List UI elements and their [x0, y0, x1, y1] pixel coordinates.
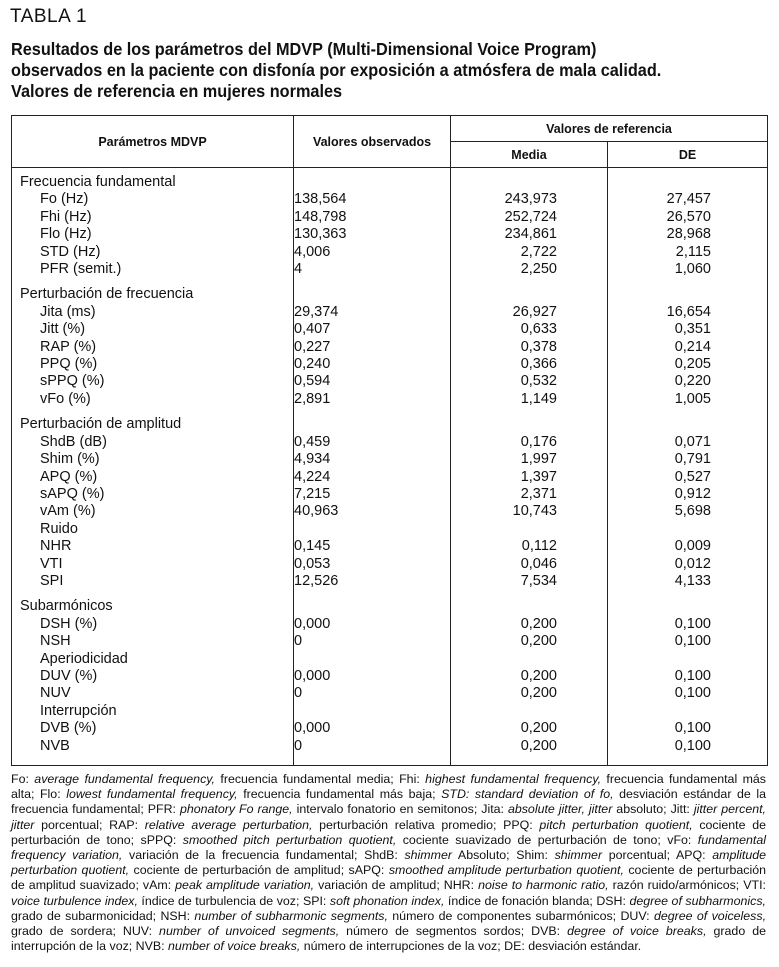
- param-name: PPQ (%): [12, 356, 294, 373]
- group-name: Perturbación de amplitud: [12, 416, 294, 433]
- footnote-term: number of unvoiced segments,: [159, 924, 340, 939]
- mean-value: 234,861: [451, 226, 608, 243]
- spacer-cell: [608, 755, 768, 766]
- footnote-text: Fo:: [11, 772, 35, 786]
- param-name: PFR (semit.): [12, 261, 294, 278]
- param-name: NSH: [12, 633, 294, 650]
- table-body: [12, 168, 768, 766]
- observed-value: 0,407: [294, 321, 451, 338]
- sd-value: 0,071: [608, 434, 768, 451]
- group-row: [12, 416, 768, 433]
- param-name: SPI: [12, 573, 294, 590]
- sd-value: 0,214: [608, 339, 768, 356]
- table-row: [12, 244, 768, 261]
- param-name: Jita (ms): [12, 304, 294, 321]
- mean-value: 0,200: [451, 720, 608, 737]
- param-name: Ruido: [12, 521, 294, 538]
- param-name: DSH (%): [12, 616, 294, 633]
- observed-value: 148,798: [294, 209, 451, 226]
- footnote-term: phonatory Fo range,: [179, 802, 293, 817]
- group-row: [12, 168, 768, 192]
- sd-value: 0,912: [608, 486, 768, 503]
- table-row: [12, 521, 768, 538]
- table-row: [12, 373, 768, 390]
- observed-value: [294, 521, 451, 538]
- footnote-term: voice turbulence index,: [11, 893, 138, 908]
- footnote-term: jitter percent, jitter: [11, 802, 766, 832]
- param-name: sAPQ (%): [12, 486, 294, 503]
- mean-value: 252,724: [451, 209, 608, 226]
- observed-value: 0,459: [294, 434, 451, 451]
- param-name: Shim (%): [12, 451, 294, 468]
- sd-value: 0,527: [608, 469, 768, 486]
- empty-cell: [451, 598, 608, 615]
- table-row: [12, 573, 768, 590]
- mean-value: 10,743: [451, 503, 608, 520]
- table-row: [12, 503, 768, 520]
- group-name: Perturbación de frecuencia: [12, 286, 294, 303]
- spacer-cell: [12, 755, 294, 766]
- sd-value: 4,133: [608, 573, 768, 590]
- sd-value: 1,060: [608, 261, 768, 278]
- mean-value: 0,366: [451, 356, 608, 373]
- param-name: NUV: [12, 685, 294, 702]
- table-row: [12, 633, 768, 650]
- table-row: [12, 651, 768, 668]
- footnote-term: lowest fundamental frequency,: [66, 787, 238, 802]
- spacer-cell: [608, 590, 768, 598]
- empty-cell: [608, 598, 768, 615]
- sd-value: [608, 521, 768, 538]
- sd-value: 1,005: [608, 391, 768, 408]
- table-row: [12, 685, 768, 702]
- param-name: RAP (%): [12, 339, 294, 356]
- sd-value: 0,009: [608, 538, 768, 555]
- empty-cell: [451, 168, 608, 192]
- param-name: VTI: [12, 556, 294, 573]
- mean-value: 0,378: [451, 339, 608, 356]
- param-name: DUV (%): [12, 668, 294, 685]
- observed-value: 0,000: [294, 616, 451, 633]
- param-name: APQ (%): [12, 469, 294, 486]
- spacer-cell: [451, 755, 608, 766]
- observed-value: 0: [294, 685, 451, 702]
- mean-value: 0,633: [451, 321, 608, 338]
- spacer-cell: [294, 278, 451, 286]
- observed-value: 7,215: [294, 486, 451, 503]
- spacer-cell: [451, 278, 608, 286]
- sd-value: 0,100: [608, 720, 768, 737]
- sd-value: 0,100: [608, 633, 768, 650]
- param-name: Flo (Hz): [12, 226, 294, 243]
- footnote-term: smoothed amplitude perturbation quotient,: [388, 863, 624, 878]
- footnote-text: número de interrupciones de la voz; DE: desviación estándar.: [300, 939, 642, 954]
- footnote-text: porcentual; RAP:: [34, 817, 145, 832]
- footnote-text: perturbación relativa promedio; PPQ:: [312, 817, 540, 832]
- table-row: [12, 703, 768, 720]
- param-name: Fo (Hz): [12, 191, 294, 208]
- empty-cell: [294, 416, 451, 433]
- group-spacer: [12, 278, 768, 286]
- spacer-cell: [12, 408, 294, 416]
- mean-value: 2,722: [451, 244, 608, 261]
- sd-value: [608, 703, 768, 720]
- observed-value: 130,363: [294, 226, 451, 243]
- table-row: [12, 616, 768, 633]
- mean-value: 7,534: [451, 573, 608, 590]
- footnote-term: pitch perturbation quotient,: [539, 817, 693, 832]
- empty-cell: [451, 286, 608, 303]
- sd-value: 26,570: [608, 209, 768, 226]
- spacer-cell: [294, 590, 451, 598]
- footnote-term: peak amplitude variation,: [175, 878, 315, 893]
- footnote-text: cociente de perturbación de amplitud; sAPQ:: [129, 863, 389, 878]
- observed-value: 0: [294, 738, 451, 755]
- mean-value: 26,927: [451, 304, 608, 321]
- empty-cell: [608, 416, 768, 433]
- empty-cell: [608, 286, 768, 303]
- sd-value: 0,100: [608, 738, 768, 755]
- spacer-cell: [451, 590, 608, 598]
- observed-value: 12,526: [294, 573, 451, 590]
- param-name: STD (Hz): [12, 244, 294, 261]
- param-name: NVB: [12, 738, 294, 755]
- param-name: sPPQ (%): [12, 373, 294, 390]
- observed-value: 0,594: [294, 373, 451, 390]
- sd-value: 5,698: [608, 503, 768, 520]
- footnote-text: cociente suavizado de perturbación de tono; vFo:: [396, 832, 698, 847]
- spacer-cell: [451, 408, 608, 416]
- sd-value: 16,654: [608, 304, 768, 321]
- table-title: [11, 39, 718, 102]
- footnote-text: grado de subarmonicidad; NSH:: [11, 908, 195, 923]
- footnote-text: número de componentes subarmónicos; DUV:: [387, 908, 654, 923]
- table-row: [12, 191, 768, 208]
- table-row: [12, 209, 768, 226]
- observed-value: 4,224: [294, 469, 451, 486]
- footnote-text: número de segmentos sordos; DVB:: [339, 924, 568, 939]
- mean-value: 0,200: [451, 738, 608, 755]
- table-row: [12, 486, 768, 503]
- table-row: [12, 738, 768, 755]
- table-label: TABLA 1: [10, 6, 88, 27]
- table-footnotes: [11, 772, 766, 954]
- mean-value: 0,200: [451, 616, 608, 633]
- footnote-text: frecuencia fundamental más alta; Flo:: [11, 772, 766, 802]
- empty-cell: [294, 168, 451, 192]
- table-row: [12, 720, 768, 737]
- footnote-term: number of voice breaks,: [168, 939, 301, 954]
- table-row: [12, 261, 768, 278]
- mean-value: 0,200: [451, 685, 608, 702]
- sd-value: 0,100: [608, 616, 768, 633]
- group-spacer: [12, 590, 768, 598]
- sd-value: 0,100: [608, 668, 768, 685]
- table-row: [12, 304, 768, 321]
- footnote-term: degree of voiceless,: [653, 908, 767, 923]
- footnote-text: intervalo fonatorio en semitonos; Jita:: [292, 802, 508, 817]
- table-row: [12, 356, 768, 373]
- footnote-term: degree of subharmonics,: [629, 893, 766, 908]
- mean-value: 243,973: [451, 191, 608, 208]
- sd-value: [608, 651, 768, 668]
- param-name: DVB (%): [12, 720, 294, 737]
- mean-value: 0,532: [451, 373, 608, 390]
- table-row: [12, 434, 768, 451]
- sd-value: 28,968: [608, 226, 768, 243]
- mean-value: 0,200: [451, 668, 608, 685]
- observed-value: 0,000: [294, 668, 451, 685]
- footnote-text: frecuencia fundamental media; Fhi:: [215, 772, 426, 786]
- footnote-term: number of subharmonic segments,: [194, 908, 388, 923]
- param-name: Jitt (%): [12, 321, 294, 338]
- observed-value: 138,564: [294, 191, 451, 208]
- spacer-cell: [608, 408, 768, 416]
- observed-value: 4: [294, 261, 451, 278]
- footnote-term: shimmer: [404, 848, 452, 863]
- sd-value: 2,115: [608, 244, 768, 261]
- param-name: Aperiodicidad: [12, 651, 294, 668]
- table-row: [12, 321, 768, 338]
- observed-value: 4,006: [294, 244, 451, 261]
- footnote-term: degree of voice breaks,: [567, 924, 707, 939]
- sd-value: 27,457: [608, 191, 768, 208]
- footnote-term: average fundamental frequency,: [34, 772, 215, 786]
- observed-value: 0,053: [294, 556, 451, 573]
- table-row: [12, 339, 768, 356]
- sd-value: 0,220: [608, 373, 768, 390]
- group-row: [12, 286, 768, 303]
- spacer-cell: [294, 408, 451, 416]
- sd-value: 0,205: [608, 356, 768, 373]
- observed-value: 40,963: [294, 503, 451, 520]
- observed-value: [294, 651, 451, 668]
- group-name: Subarmónicos: [12, 598, 294, 615]
- empty-cell: [451, 416, 608, 433]
- footnote-text: absoluto; Jitt:: [612, 802, 694, 817]
- mean-value: 1,397: [451, 469, 608, 486]
- sd-value: 0,351: [608, 321, 768, 338]
- mean-value: 2,250: [451, 261, 608, 278]
- observed-value: 29,374: [294, 304, 451, 321]
- table-row: [12, 451, 768, 468]
- mean-value: [451, 703, 608, 720]
- footnote-text: índice de turbulencia de voz; SPI:: [137, 893, 330, 908]
- param-name: Interrupción: [12, 703, 294, 720]
- spacer-cell: [12, 278, 294, 286]
- footnote-text: grado de sordera; NUV:: [11, 924, 160, 939]
- mdvp-table: [11, 115, 768, 766]
- header-sd: DE: [608, 142, 768, 168]
- table-row: [12, 556, 768, 573]
- group-row: [12, 598, 768, 615]
- footnote-text: grado de interrupción de la voz; NVB:: [11, 924, 766, 954]
- empty-cell: [294, 598, 451, 615]
- observed-value: [294, 703, 451, 720]
- observed-value: 0: [294, 633, 451, 650]
- observed-value: 0,240: [294, 356, 451, 373]
- header-reference: Valores de referencia: [451, 116, 768, 142]
- footnote-term: absolute jitter, jitter: [507, 802, 613, 817]
- param-name: vFo (%): [12, 391, 294, 408]
- observed-value: 4,934: [294, 451, 451, 468]
- title-line: Valores de referencia en mujeres normales: [11, 81, 343, 101]
- title-line: Resultados de los parámetros del MDVP (Multi-Dimensional Voice Program): [11, 39, 597, 59]
- mean-value: 0,112: [451, 538, 608, 555]
- footnote-text: porcentual; APQ:: [602, 848, 713, 863]
- footnote-term: highest fundamental frequency,: [425, 772, 602, 786]
- footnote-text: Absoluto; Shim:: [451, 848, 555, 863]
- footnote-term: smoothed pitch perturbation quotient,: [182, 832, 397, 847]
- footnote-term: noise to harmonic ratio,: [478, 878, 609, 893]
- spacer-cell: [12, 590, 294, 598]
- observed-value: 0,000: [294, 720, 451, 737]
- mean-value: 0,046: [451, 556, 608, 573]
- table-row: [12, 469, 768, 486]
- footnote-text: desviación estándar de la frecuencia fundamental; PFR:: [11, 787, 767, 817]
- table-row: [12, 538, 768, 555]
- footnote-text: índice de fonación blanda; DSH:: [444, 893, 630, 908]
- mean-value: 0,200: [451, 633, 608, 650]
- spacer-cell: [608, 278, 768, 286]
- mean-value: 0,176: [451, 434, 608, 451]
- mean-value: 2,371: [451, 486, 608, 503]
- footnote-text: variación de amplitud; NHR:: [314, 878, 479, 893]
- table-row: [12, 226, 768, 243]
- footnote-text: variación de la frecuencia fundamental; ShdB:: [122, 848, 405, 863]
- param-name: NHR: [12, 538, 294, 555]
- footnote-term: STD: standard deviation of fo,: [441, 787, 614, 802]
- footnote-text: frecuencia fundamental más baja;: [237, 787, 442, 802]
- mean-value: 1,997: [451, 451, 608, 468]
- footnote-term: fundamental frequency variation,: [11, 832, 766, 863]
- group-spacer: [12, 408, 768, 416]
- footnote-term: amplitude perturbation quotient,: [11, 848, 766, 878]
- footnote-text: cociente de perturbación de amplitud suavizado; vAm:: [11, 863, 767, 893]
- table-row: [12, 668, 768, 685]
- header-mean: Media: [451, 142, 608, 168]
- header-observed: Valores observados: [294, 116, 451, 168]
- footnote-text: razón ruido/armónicos; VTI:: [608, 878, 766, 893]
- title-line: observados en la paciente con disfonía por exposición a atmósfera de mala calidad.: [11, 60, 662, 80]
- table-row: [12, 391, 768, 408]
- group-name: Frecuencia fundamental: [12, 168, 294, 192]
- param-name: vAm (%): [12, 503, 294, 520]
- empty-cell: [608, 168, 768, 192]
- param-name: ShdB (dB): [12, 434, 294, 451]
- mean-value: 1,149: [451, 391, 608, 408]
- footnote-text: cociente de perturbación de tono; sPPQ:: [11, 817, 766, 847]
- mean-value: [451, 651, 608, 668]
- sd-value: 0,012: [608, 556, 768, 573]
- empty-cell: [294, 286, 451, 303]
- param-name: Fhi (Hz): [12, 209, 294, 226]
- footnote-term: relative average perturbation,: [144, 817, 313, 832]
- observed-value: 0,145: [294, 538, 451, 555]
- footnote-term: soft phonation index,: [329, 893, 445, 908]
- header-param: Parámetros MDVP: [12, 116, 294, 168]
- group-spacer: [12, 755, 768, 766]
- observed-value: 0,227: [294, 339, 451, 356]
- footnote-term: shimmer: [554, 848, 603, 863]
- sd-value: 0,791: [608, 451, 768, 468]
- observed-value: 2,891: [294, 391, 451, 408]
- sd-value: 0,100: [608, 685, 768, 702]
- spacer-cell: [294, 755, 451, 766]
- mean-value: [451, 521, 608, 538]
